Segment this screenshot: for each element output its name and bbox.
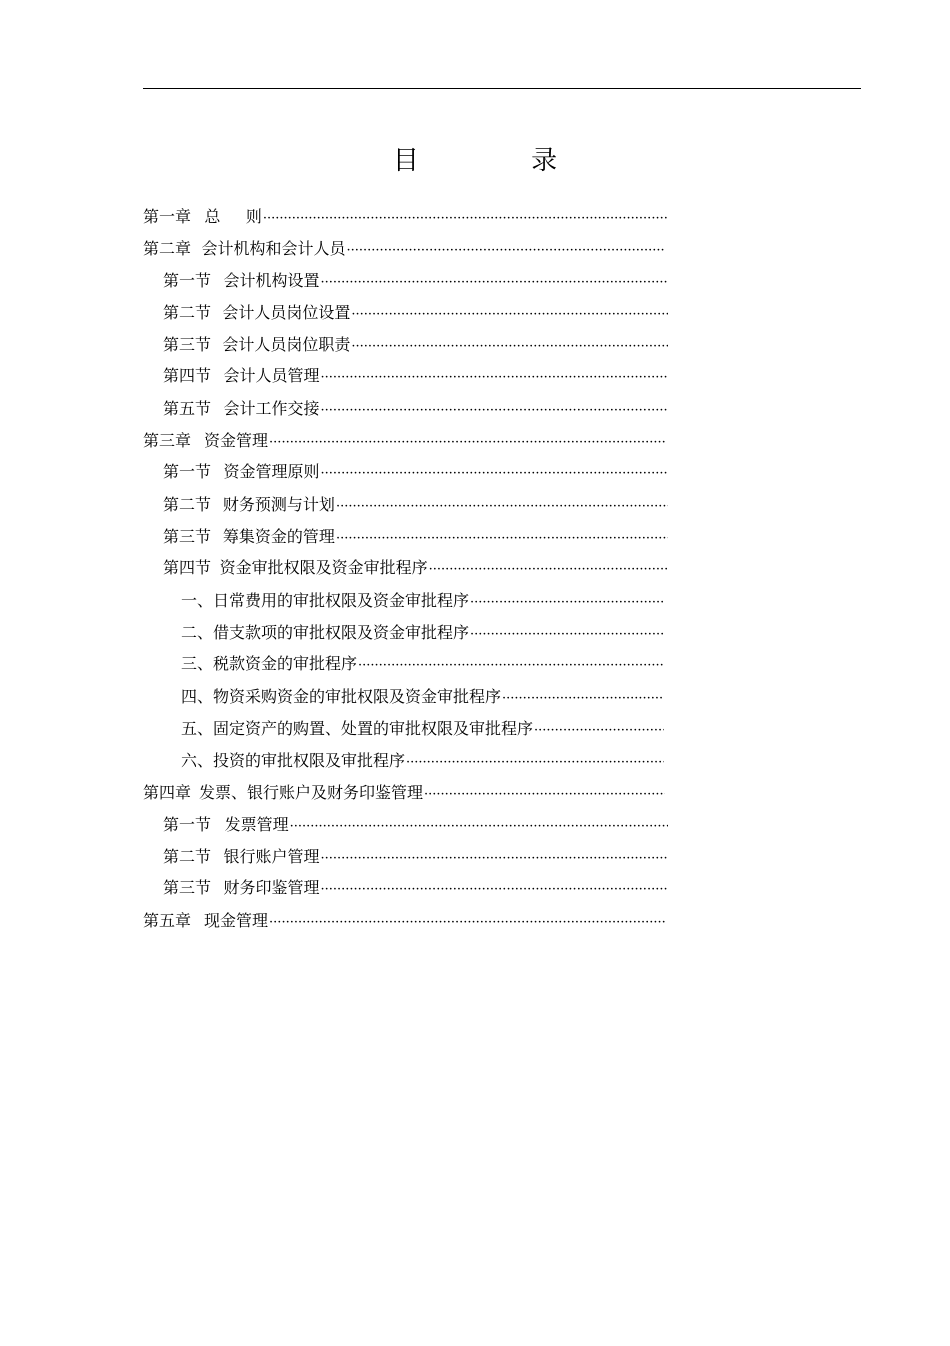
toc-section-number: 第四节 <box>163 366 212 385</box>
page-title: 目 录 <box>392 146 610 176</box>
toc-leader-dots <box>351 304 668 324</box>
toc-entry-text: 六、投资的审批权限及审批程序 <box>181 751 406 770</box>
toc-entry-text: 发票、银行账户及财务印鉴管理 <box>198 783 423 802</box>
toc-entry-chapter[interactable] <box>143 206 669 228</box>
toc-leader-dots <box>320 848 668 868</box>
toc-leader-dots <box>336 496 668 516</box>
toc-leader-dots <box>290 816 668 836</box>
toc-entry-text: 会计人员岗位职责 <box>222 335 351 354</box>
toc-entry-item[interactable] <box>181 590 664 612</box>
toc-entry-section[interactable] <box>163 461 668 483</box>
toc-leader-dots <box>347 240 666 260</box>
toc-leader-dots <box>320 879 668 899</box>
toc-entry-text: 银行账户管理 <box>223 847 320 866</box>
toc-section-number: 第一节 <box>163 815 212 834</box>
toc-chapter-number: 第一章 <box>143 207 192 226</box>
toc-entry-item[interactable] <box>181 622 664 644</box>
toc-leader-dots <box>502 688 664 708</box>
toc-entry-chapter[interactable] <box>143 238 665 260</box>
toc-leader-dots <box>320 400 668 420</box>
toc-section-number: 第三节 <box>163 878 212 897</box>
toc-entry-text: 五、固定资产的购置、处置的审批权限及审批程序 <box>181 719 534 738</box>
toc-leader-dots <box>424 784 665 804</box>
toc-entry-section[interactable] <box>163 494 668 516</box>
toc-entry-text: 三、税款资金的审批程序 <box>181 654 358 673</box>
toc-entry-text-2: 则 <box>245 207 262 226</box>
toc-entry-text: 会计人员管理 <box>223 366 320 385</box>
toc-entry-section[interactable] <box>163 365 668 387</box>
toc-entry-section[interactable] <box>163 270 668 292</box>
toc-entry-text: 会计人员岗位设置 <box>222 303 351 322</box>
toc-section-number: 第五节 <box>163 399 212 418</box>
toc-entry-text: 筹集资金的管理 <box>222 527 335 546</box>
toc-section-number: 第二节 <box>163 847 212 866</box>
toc-entry-item[interactable] <box>181 686 664 708</box>
toc-chapter-number: 第四章 <box>143 783 192 802</box>
toc-leader-dots <box>406 752 664 772</box>
header-rule <box>143 88 861 89</box>
toc-entry-section[interactable] <box>163 814 668 836</box>
toc-entry-text: 财务印鉴管理 <box>223 878 320 897</box>
toc-entry-section[interactable] <box>163 557 668 579</box>
toc-entry-text: 四、物资采购资金的审批权限及资金审批程序 <box>181 687 502 706</box>
toc-entry-text: 资金管理 <box>204 431 269 450</box>
toc-leader-dots <box>269 912 665 932</box>
toc-section-number: 第二节 <box>163 495 212 514</box>
toc-leader-dots <box>358 655 664 675</box>
toc-leader-dots <box>269 432 665 452</box>
toc-entry-text: 总 <box>204 207 221 226</box>
toc-leader-dots <box>470 624 664 644</box>
toc-leader-dots <box>320 367 668 387</box>
toc-section-number: 第一节 <box>163 462 212 481</box>
toc-entry-text: 发票管理 <box>224 815 289 834</box>
toc-entry-section[interactable] <box>163 398 668 420</box>
toc-entry-section[interactable] <box>163 877 668 899</box>
toc-leader-dots <box>351 336 668 356</box>
toc-entry-section[interactable] <box>163 302 668 324</box>
toc-leader-dots <box>470 592 664 612</box>
toc-entry-text: 资金审批权限及资金审批程序 <box>219 558 428 577</box>
toc-section-number: 第三节 <box>163 335 212 354</box>
toc-entry-chapter[interactable] <box>143 910 665 932</box>
toc-leader-dots <box>263 208 669 228</box>
toc-entry-text: 会计工作交接 <box>223 399 320 418</box>
toc-entry-item[interactable] <box>181 653 664 675</box>
toc-chapter-number: 第三章 <box>143 431 192 450</box>
toc-entry-text: 二、借支款项的审批权限及资金审批程序 <box>181 623 470 642</box>
toc-entry-text: 财务预测与计划 <box>222 495 335 514</box>
toc-leader-dots <box>534 720 664 740</box>
toc-chapter-number: 第五章 <box>143 911 192 930</box>
toc-entry-section[interactable] <box>163 846 668 868</box>
toc-entry-text: 资金管理原则 <box>223 462 320 481</box>
toc-entry-chapter[interactable] <box>143 430 665 452</box>
toc-entry-chapter[interactable] <box>143 782 665 804</box>
toc-chapter-number: 第二章 <box>143 239 192 258</box>
toc-entry-item[interactable] <box>181 750 664 772</box>
toc-leader-dots <box>320 463 668 483</box>
toc-section-number: 第四节 <box>163 558 212 577</box>
toc-entry-item[interactable] <box>181 718 664 740</box>
toc-leader-dots <box>429 559 668 579</box>
toc-leader-dots <box>320 272 668 292</box>
toc-entry-text: 一、日常费用的审批权限及资金审批程序 <box>181 591 470 610</box>
toc-section-number: 第三节 <box>163 527 212 546</box>
toc-entry-text: 现金管理 <box>204 911 269 930</box>
toc-entry-section[interactable] <box>163 526 668 548</box>
toc-entry-text: 会计机构和会计人员 <box>201 239 346 258</box>
toc-entry-section[interactable] <box>163 334 668 356</box>
toc-section-number: 第二节 <box>163 303 212 322</box>
toc-leader-dots <box>336 528 668 548</box>
toc-section-number: 第一节 <box>163 271 212 290</box>
toc-entry-text: 会计机构设置 <box>223 271 320 290</box>
